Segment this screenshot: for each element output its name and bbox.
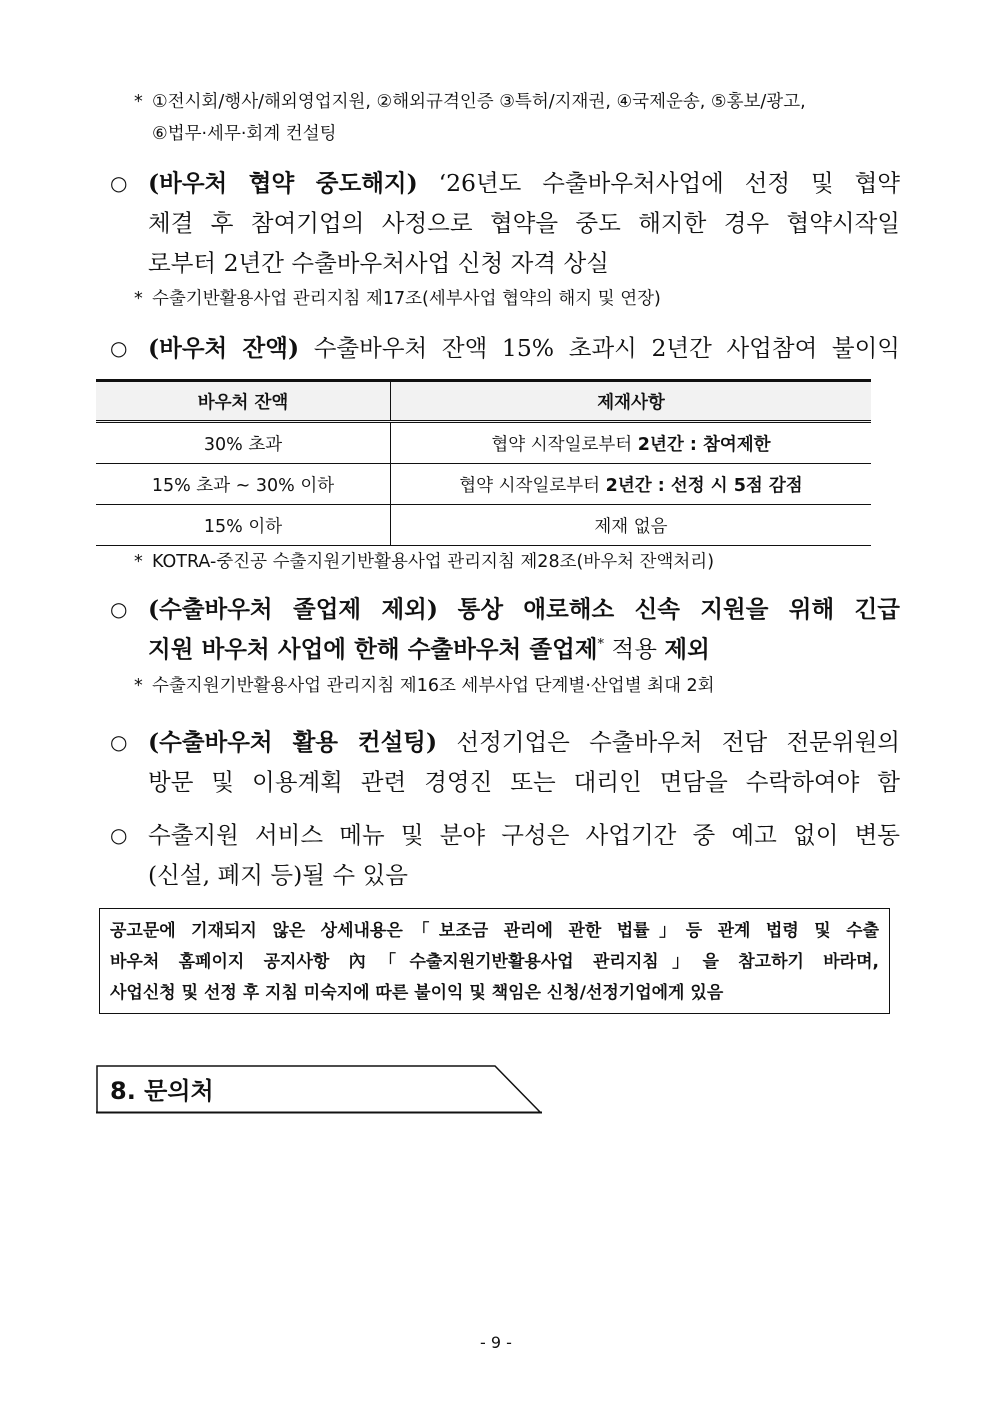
item-text: 지원 바우처 사업에 한해 수출바우처 졸업제 [148,635,598,663]
bullet-icon: ○ [110,730,128,754]
notice-box [99,908,890,1014]
table-header: 바우처 잔액 [96,381,391,422]
item-heading: (수출바우처 졸업제 제외) [148,595,438,623]
note-graduation [134,670,715,702]
section-title: 8. 문의처 [110,1077,214,1105]
section-heading [96,1065,542,1114]
table-header: 제재사항 [391,381,872,422]
item-text: 통상 애로해소 신속 지원을 위해 긴급 [457,595,900,623]
note-balance [134,546,714,578]
item-text: 방문 및 이용계획 관련 경영진 또는 대리인 면담을 수락하여야 함 [148,768,900,796]
balance-range: 15% 초과 ~ 30% 이하 [96,464,391,505]
balance-range: 30% 초과 [96,422,391,464]
page-number: - 9 - [480,1333,512,1352]
note-text: 수출지원기반활용사업 관리지침 제16조 세부사업 단계별·산업별 최대 2회 [152,676,715,696]
notice-line: 사업신청 및 선정 후 지침 미숙지에 따른 불이익 및 책임은 신청/선정기업에게 있음 [110,983,724,1003]
item-consulting [110,722,900,802]
note-mark: * [134,289,143,309]
note-mark: * [134,552,143,572]
item-heading: (바우처 협약 중도해지) [148,169,418,197]
item-heading: (수출바우처 활용 컨설팅) [148,728,438,756]
penalty-value: 2년간 : 참여제한 [637,434,771,455]
table-row [96,422,871,464]
footnote-mark: * [597,637,605,653]
penalty-cell [391,505,872,546]
item-text: ‘26년도 수출바우처사업에 선정 및 협약 [438,169,900,197]
item-text: 선정기업은 수출바우처 전담 전문위원의 [456,728,900,756]
item-text: 제외 [664,635,710,663]
penalty-cell [391,422,872,464]
note-categories-line1: ①전시회/행사/해외영업지원, ②해외규격인증 ③특허/지재권, ④국제운송, ⑤홍보/광고, [152,92,806,112]
item-contract-cancel [110,163,900,283]
penalty-prefix: 협약 시작일로부터 [459,475,601,496]
balance-table [96,379,871,546]
penalty-value: 2년간 : 선정 시 5점 감점 [605,475,803,496]
bullet-icon: ○ [110,597,128,621]
note-text: KOTRA-중진공 수출지원기반활용사업 관리지침 제28조(바우처 잔액처리) [152,552,715,572]
penalty-prefix: 제재 없음 [594,516,668,537]
note-categories-line2: ⑥법무·세무·회계 컨설팅 [152,124,337,144]
item-text: (신설, 폐지 등)될 수 있음 [148,861,408,889]
table-row [96,464,871,505]
item-balance [110,328,900,368]
penalty-cell [391,464,872,505]
table-row [96,505,871,546]
item-service-menu [110,815,900,895]
item-text: 체결 후 참여기업의 사정으로 협약을 중도 해지한 경우 협약시작일 [148,209,900,237]
bullet-icon: ○ [110,336,128,360]
balance-range: 15% 이하 [96,505,391,546]
item-text: 수출바우처 잔액 15% 초과시 2년간 사업참여 불이익 [313,334,900,362]
table-header-row [96,381,871,422]
note-mark: * [134,676,143,696]
item-graduation [110,589,900,669]
note-categories [134,86,806,150]
item-text: 적용 [611,635,657,663]
item-heading: (바우처 잔액) [148,334,300,362]
note-mark: * [134,92,143,112]
notice-line: 공고문에 기재되지 않은 상세내용은「보조금 관리에 관한 법률」등 관계 법령 및 수출 [110,921,879,941]
note-text: 수출기반활용사업 관리지침 제17조(세부사업 협약의 해지 및 연장) [152,289,661,309]
penalty-prefix: 협약 시작일로부터 [491,434,633,455]
bullet-icon: ○ [110,171,128,195]
bullet-icon: ○ [110,823,128,847]
item-text: 수출지원 서비스 메뉴 및 분야 구성은 사업기간 중 예고 없이 변동 [148,821,900,849]
notice-line: 바우처 홈페이지 공지사항 內「수출지원기반활용사업 관리지침」을 참고하기 바라며, [110,952,879,972]
item-text: 로부터 2년간 수출바우처사업 신청 자격 상실 [148,249,609,277]
note-cancel [134,283,661,315]
